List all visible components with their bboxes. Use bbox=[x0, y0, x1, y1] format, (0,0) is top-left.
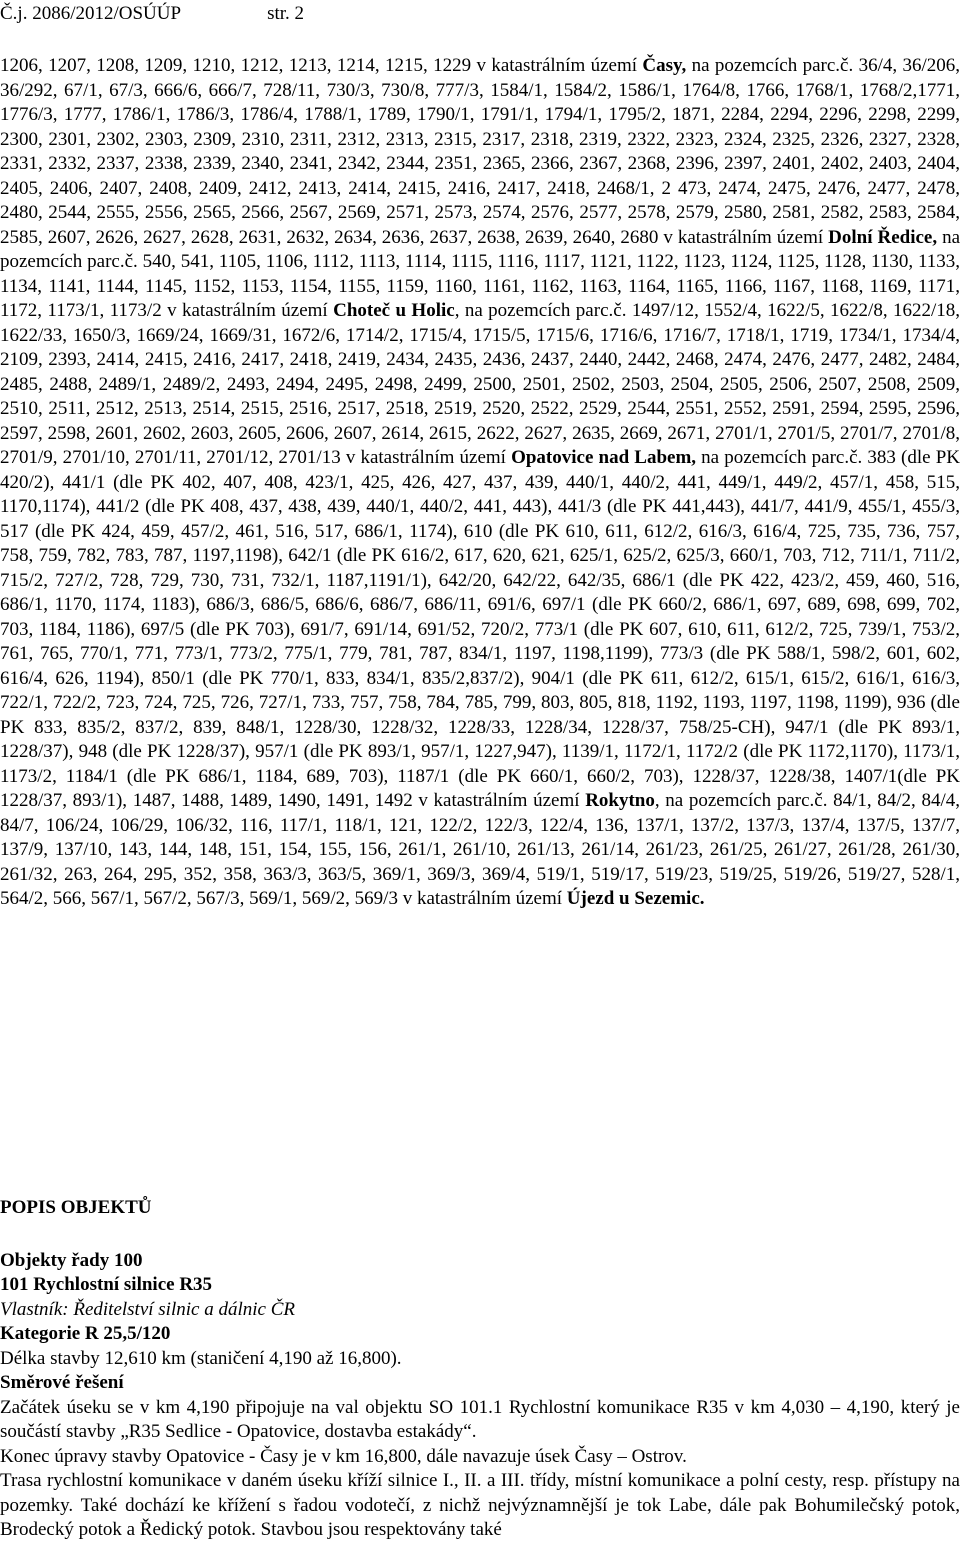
object-heading: 101 Rychlostní silnice R35 bbox=[0, 1274, 213, 1295]
parcel-text-segment: na pozemcích parc.č. 540, 541, 1105, 1106, 1112, 1113, 1114, 1115, 1116, 1117, 1121, 1122, 1123, 1124, 1125, 1128, 1130, 1133, 1134, 1141, 1144, 1145, 1152, 1153, 1154, 1155, 1159, 1160, 1161, 1162, 1163, 1164, 1165, 1166, 1167, 1168, 1169, 1171, 1172, 1173/1, 1173/2 v katastrálním území bbox=[0, 226, 960, 321]
parcel-text-segment: , na pozemcích parc.č. 84/1, 84/2, 84/4, 84/7, 106/24, 106/29, 106/32, 116, 117/1, 118/1, 121, 122/2, 122/3, 122/4, 136, 137/1, 137/2, 137/3, 137/4, 137/5, 137/7, 137/9, 137/10, 143, 144, 148, 151, 154, 155, 156, 261/1, 261/10, 261/13, 261/14, 261/23, 261/25, 261/27, 261/28, 261/30, 261/32, 263, 264, 295, 352, 358, 363/3, 363/5, 369/1, 369/3, 369/4, 519/1, 519/17, 519/23, 519/25, 519/26, 519/27, 528/1, 564/2, 566, 567/1, 567/2, 567/3, 569/1, 569/2, 569/3 v katastrálním území bbox=[0, 790, 960, 909]
body-paragraph-crossings: Trasa rychlostní komunikace v daném úseku kříží silnice I., II. a III. třídy, místní komunikace a polní cesty, resp. přístupy na pozemky. Také dochází ke křížení s řadou vodotečí, z nichž nejvýznamnější je tok Labe, dále pak Bohumilečský potok, Brodecký potok a Ředický potok. Stavbou jsou respektovány také bbox=[0, 1470, 960, 1540]
parcel-text-segment: na pozemcích parc.č. 36/4, 36/206, 36/292, 67/1, 67/3, 666/6, 666/7, 728/11, 730/3, 730/8, 777/3, 1584/1, 1584/2, 1586/1, 1764/8, 1766, 1768/1, 1768/2,1771, 1776/3, 1777, 1786/1, 1786/3, 1786/4, 1788/1, 1789, 1790/1, 1791/1, 1794/1, 1795/2, 1871, 2284, 2294, 2296, 2298, 2299, 2300, 2301, 2302, 2303, 2309, 2310, 2311, 2312, 2313, 2315, 2317, 2318, 2319, 2322, 2323, 2324, 2325, 2326, 2327, 2328, 2331, 2332, 2337, 2338, 2339, 2340, 2341, 2342, 2344, 2351, 2365, 2366, 2367, 2368, 2396, 2397, 2401, 2402, 2403, 2404, 2405, 2406, 2407, 2408, 2409, 2412, 2413, 2414, 2415, 2416, 2417, 2418, 2468/1, 2 473, 2474, 2475, 2476, 2477, 2478, 2480, 2544, 2555, 2556, 2565, 2566, 2567, 2569, 2571, 2573, 2574, 2576, 2577, 2578, 2579, 2580, 2581, 2582, 2583, 2584, 2585, 2607, 2626, 2627, 2628, 2631, 2632, 2634, 2636, 2637, 2638, 2639, 2640, 2680 v katastrálním území bbox=[0, 55, 960, 248]
cadastral-area-chotec: Choteč u Holic bbox=[333, 300, 455, 321]
section-title: POPIS OBJEKTŮ bbox=[0, 1197, 152, 1218]
page-number: str. 2 bbox=[267, 3, 305, 24]
parcel-text-segment: na pozemcích parc.č. 383 (dle PK 420/2), 441/1 (dle PK 402, 407, 408, 423/1, 425, 426, 427, 437, 439, 440/1, 440/2, 441, 449/1, 449/2, 457/1, 458, 515, 1170,1174), 441/2 (dle PK 408, 437, 438, 439, 440/1, 440/2, 441, 443), 441/3 (dle PK 441,443), 441/7, 441/9, 455/1, 455/3, 517 (dle PK 424, 459, 457/2, 461, 516, 517, 686/1, 1174), 610 (dle PK 610, 611, 612/2, 616/3, 616/4, 725, 735, 736, 757, 758, 759, 782, 783, 787, 1197,1198), 642/1 (dle PK 616/2, 617, 620, 621, 625/1, 625/2, 625/3, 660/1, 703, 712, 711/1, 711/2, 715/2, 727/2, 728, 729, 730, 731, 732/1, 1187,1191/1), 642/20, 642/22, 642/35, 686/1 (dle PK 422, 423/2, 459, 460, 516, 686/1, 1170, 1174, 1183), 686/3, 686/5, 686/6, 686/7, 686/11, 691/6, 697/1 (dle PK 660/2, 686/1, 697, 689, 698, 699, 702, 703, 1184, 1186), 697/5 (dle PK 703), 691/7, 691/14, 691/52, 720/2, 773/1 (dle PK 607, 610, 611, 612/2, 725, 739/1, 753/2, 761, 765, 770/1, 771, 773/1, 773/2, 775/1, 779, 781, 787, 834/1, 1197, 1198,1199), 773/3 (dle PK 588/1, 598/2, 601, 602, 616/4, 626, 1194), 850/1 (dle PK 770/1, 833, 834/1, 835/2,837/2), 904/1 (dle PK 611, 612/2, 615/1, 615/2, 616/1, 616/3, 722/1, 722/2, 723, 724, 725, 726, 727/1, 733, 757, 758, 784, 785, 799, 803, 805, 818, 1192, 1193, 1197, 1198, 1199), 936 (dle PK 833, 835/2, 837/2, 839, 848/1, 1228/30, 1228/32, 1228/33, 1228/34, 1228/37, 758/25-CH), 947/1 (dle PK 893/1, 1228/37), 948 (dle PK 1228/37), 957/1 (dle PK 893/1, 957/1, 1227,947), 1139/1, 1172/1, 1172/2 (dle PK 1172,1170), 1173/1, 1173/2, 1184/1 (dle PK 686/1, 1184, 689, 703), 1187/1 (dle PK 660/1, 660/2, 703), 1228/37, 1228/38, 1407/1(dle PK 1228/37, 893/1), 1487, 1488, 1489, 1490, 1491, 1492 v katastrálním území bbox=[0, 447, 960, 811]
document-reference: Č.j. 2086/2012/OSÚÚP bbox=[0, 3, 182, 24]
cadastral-area-dolni-redice: Dolní Ředice, bbox=[828, 226, 938, 248]
page-header bbox=[0, 2, 304, 26]
length-line: Délka stavby 12,610 km (staničení 4,190 až 16,800). bbox=[0, 1347, 402, 1369]
series-heading: Objekty řady 100 bbox=[0, 1249, 143, 1271]
category-line: Kategorie R 25,5/120 bbox=[0, 1323, 171, 1344]
body-paragraph-start: Začátek úseku se v km 4,190 připojuje na val objektu SO 101.1 Rychlostní komunikace R35 v km 4,030 – 4,190, který je součástí stavby „R35 Sedlice - Opatovice, dostavba estakády“. bbox=[0, 1396, 960, 1442]
direction-heading: Směrové řešení bbox=[0, 1372, 124, 1393]
owner-line: Vlastník: Ředitelství silnic a dálnic ČR bbox=[0, 1298, 295, 1320]
cadastral-area-rokytno: Rokytno bbox=[585, 790, 655, 811]
objects-description-section bbox=[0, 1196, 960, 1543]
cadastral-area-opatovice: Opatovice nad Labem, bbox=[511, 447, 697, 468]
parcel-text-segment: , na pozemcích parc.č. 1497/12, 1552/4, 1622/5, 1622/8, 1622/18, 1622/33, 1650/3, 1669/24, 1669/31, 1672/6, 1714/2, 1715/4, 1715/5, 1715/6, 1716/6, 1716/7, 1718/1, 1719, 1734/1, 1734/4, 2109, 2393, 2414, 2415, 2416, 2417, 2418, 2419, 2434, 2435, 2436, 2437, 2440, 2442, 2468, 2474, 2476, 2477, 2482, 2484, 2485, 2488, 2489/1, 2489/2, 2493, 2494, 2495, 2498, 2499, 2500, 2501, 2502, 2503, 2504, 2505, 2506, 2507, 2508, 2509, 2510, 2511, 2512, 2513, 2514, 2515, 2516, 2517, 2518, 2519, 2520, 2522, 2529, 2544, 2551, 2552, 2591, 2594, 2595, 2596, 2597, 2598, 2601, 2602, 2603, 2605, 2606, 2607, 2614, 2615, 2622, 2627, 2635, 2669, 2671, 2701/1, 2701/5, 2701/7, 2701/8, 2701/9, 2701/10, 2701/11, 2701/12, 2701/13 v katastrálním území bbox=[0, 300, 960, 468]
cadastral-area-casy: Časy, bbox=[642, 55, 687, 76]
parcel-list-paragraph bbox=[0, 54, 960, 912]
body-paragraph-end: Konec úpravy stavby Opatovice - Časy je v km 16,800, dále navazuje úsek Časy – Ostrov. bbox=[0, 1445, 687, 1467]
parcel-text-segment: 1206, 1207, 1208, 1209, 1210, 1212, 1213, 1214, 1215, 1229 v katastrálním území bbox=[0, 55, 643, 76]
cadastral-area-ujezd: Újezd u Sezemic. bbox=[566, 888, 705, 909]
